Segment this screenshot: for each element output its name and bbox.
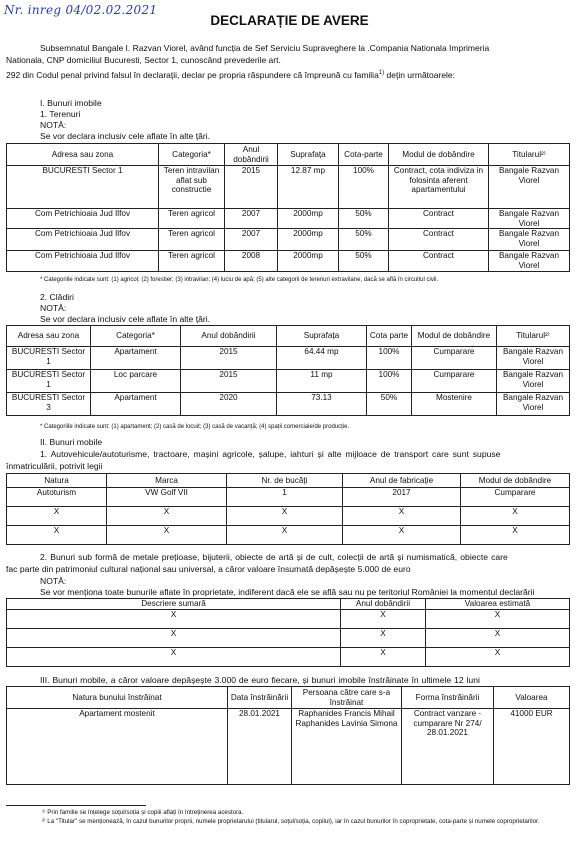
table-cell: X	[107, 507, 227, 526]
table-cell: BUCURESTI Sector 1	[7, 370, 91, 393]
subsection-heading: 2. Clădiri	[40, 292, 74, 302]
table-cell: BUCURESTI Sector 1	[7, 166, 159, 209]
nota-label: NOTĂ:	[40, 303, 67, 313]
vehicles-table	[6, 473, 570, 545]
column-header: Cota-parte	[339, 144, 389, 166]
section-heading: III. Bunuri mobile, a căror valoare depășește 3.000 de euro fiecare, și bunuri imobile înstrăinate în ultimele 12 luni	[40, 675, 480, 685]
table-cell: 2015	[181, 347, 277, 370]
table-cell: X	[7, 526, 107, 545]
table-cell: 12.87 mp	[278, 166, 339, 209]
table-cell: Teren agricol	[159, 251, 225, 272]
column-header: Modul de dobândire	[412, 326, 497, 347]
column-header: Anul dobândirii	[225, 144, 278, 166]
table-cell: 100%	[339, 166, 389, 209]
category-footnote: * Categoriile indicate sunt: (1) apartament; (2) casă de locuit; (3) casă de vacanță; (4) spații comerciale/de producție.	[40, 424, 350, 430]
intro-line: 292 din Codul penal privind falsul în declarații, declar pe propria răspundere că împreună cu familia$^{1)}$ deţin următoarele:	[6, 69, 456, 80]
valuables-table	[6, 598, 570, 667]
table-cell: Com Petrichioaia Jud Ilfov	[7, 229, 159, 251]
table-cell: Contract	[389, 229, 489, 251]
table-cell: 50%	[339, 209, 389, 229]
table-cell: Contract	[389, 251, 489, 272]
section-heading: I. Bunuri imobile	[40, 98, 102, 108]
instrainari-table	[6, 686, 570, 785]
table-cell: 50%	[367, 393, 412, 416]
table-cell: 73.13	[277, 393, 367, 416]
table-cell: Contract, cota indiviza in folosinta aferent apartamentului	[389, 166, 489, 209]
subsection-heading: 1. Terenuri	[40, 109, 81, 119]
column-header: Suprafața	[277, 326, 367, 347]
column-header: Descriere sumară	[7, 599, 341, 610]
table-cell: 50%	[339, 251, 389, 272]
table-cell: X	[7, 647, 341, 666]
column-header: Titularul²⁾	[497, 326, 570, 347]
table-cell: X	[461, 526, 570, 545]
table-cell: Raphanides Francis Mihail Raphanides Lavinia Simona	[292, 709, 402, 785]
table-cell: Contract vanzare -cumparare Nr 274/ 28.01.2021	[402, 709, 494, 785]
table-cell: X	[343, 507, 461, 526]
table-cell: Autoturism	[7, 488, 107, 507]
table-cell: 2015	[225, 166, 278, 209]
table-cell: Com Petrichioaia Jud Ilfov	[7, 209, 159, 229]
table-cell: Bangale Razvan Viorel	[489, 166, 570, 209]
table-cell: Bangale Razvan Viorel	[489, 209, 570, 229]
table-cell: X	[343, 526, 461, 545]
table-cell: X	[227, 507, 343, 526]
table-cell: 2020	[181, 393, 277, 416]
column-header: Categoria*	[91, 326, 181, 347]
table-row	[7, 507, 570, 526]
table-cell: 1	[227, 488, 343, 507]
table-cell: X	[426, 628, 570, 647]
table-cell: VW Golf VII	[107, 488, 227, 507]
column-header: Titularul²⁾	[489, 144, 570, 166]
table-cell: X	[7, 628, 341, 647]
category-footnote: * Categoriile indicate sunt: (1) agricol; (2) forestier; (3) intravilan; (4) luciu de apă; (5) alte categorii de terenuri extravilane, dacă se află în circuitul civil.	[40, 277, 439, 283]
table-cell: 2007	[225, 209, 278, 229]
table-cell: 2000mp	[278, 229, 339, 251]
table-cell: Bangale Razvan Viorel	[497, 347, 570, 370]
table-cell: Teren agricol	[159, 209, 225, 229]
column-header: Persoana către care s-a înstrăinat	[292, 687, 402, 709]
table-row	[7, 647, 570, 666]
column-header: Cota parte	[367, 326, 412, 347]
nota-text: Se vor declara inclusiv cele aflate în alte țări.	[40, 131, 211, 141]
declaration-intro	[6, 42, 569, 81]
column-header: Natura	[7, 474, 107, 488]
column-header: Anul dobândirii	[341, 599, 426, 610]
table-cell: Cumparare	[461, 488, 570, 507]
table-cell: Mostenire	[412, 393, 497, 416]
table-row	[7, 229, 570, 251]
table-cell: Bangale Razvan Viorel	[489, 251, 570, 272]
subsection-heading: 1. Autovehicule/autoturisme, tractoare, mașini agricole, șalupe, iahturi și alte mijloace de transport care sunt supuse	[40, 449, 501, 459]
subsection-heading-cont: fac parte din patrimoniul cultural național sau universal, a căror valoare însumată depășește 5.000 de euro	[6, 564, 411, 574]
table-cell: 2000mp	[278, 209, 339, 229]
column-header: Anul de fabricație	[343, 474, 461, 488]
table-cell: Apartament mostenit	[7, 709, 228, 785]
table-cell: X	[107, 526, 227, 545]
table-row	[7, 609, 570, 628]
column-header: Modul de dobândire	[461, 474, 570, 488]
column-header: Valoarea estimată	[426, 599, 570, 610]
table-cell: 100%	[367, 370, 412, 393]
table-cell: X	[341, 609, 426, 628]
table-row	[7, 166, 570, 209]
table-row	[7, 347, 570, 370]
table-cell: BUCURESTI Sector 3	[7, 393, 91, 416]
column-header: Modul de dobândire	[389, 144, 489, 166]
table-row	[7, 526, 570, 545]
table-cell: X	[341, 647, 426, 666]
table-cell: X	[426, 609, 570, 628]
subsection-heading-cont: înmatriculării, potrivit legii	[6, 461, 103, 471]
registration-handwritten-note: Nr. inreg 04/02.02.2021	[4, 3, 158, 17]
table-cell: Com Petrichioaia Jud Ilfov	[7, 251, 159, 272]
table-cell: 100%	[367, 347, 412, 370]
table-cell: 11 mp	[277, 370, 367, 393]
table-row	[7, 393, 570, 416]
intro-line: Nationala, CNP domiciliul Bucuresti, Sector 1, cunoscând prevederile art.	[6, 55, 281, 66]
cladiri-table	[6, 325, 570, 416]
table-cell: Bangale Razvan Viorel	[497, 393, 570, 416]
table-cell: X	[341, 628, 426, 647]
table-cell: X	[7, 609, 341, 628]
table-cell: Cumparare	[412, 370, 497, 393]
table-cell: X	[461, 507, 570, 526]
column-header: Categoria*	[159, 144, 225, 166]
footnote-1: ¹⁾ Prin familie se înțelege soțul/soția și copiii aflați în întreținerea acestora.	[42, 809, 244, 816]
column-header: Anul dobândirii	[181, 326, 277, 347]
column-header: Forma înstrăinării	[402, 687, 494, 709]
table-row	[7, 370, 570, 393]
table-row	[7, 628, 570, 647]
table-cell: Bangale Razvan Viorel	[497, 370, 570, 393]
table-cell: 28.01.2021	[228, 709, 292, 785]
table-row	[7, 209, 570, 229]
table-cell: Teren intravilan aflat sub constructie	[159, 166, 225, 209]
table-cell: 2017	[343, 488, 461, 507]
table-cell: Apartament	[91, 393, 181, 416]
table-cell: 2000mp	[278, 251, 339, 272]
column-header: Natura bunului înstrăinat	[7, 687, 228, 709]
table-row	[7, 251, 570, 272]
table-cell: X	[426, 647, 570, 666]
table-cell: BUCURESTI Sector 1	[7, 347, 91, 370]
table-cell: 41000 EUR	[494, 709, 570, 785]
nota-label: NOTĂ:	[40, 576, 67, 586]
table-cell: Loc parcare	[91, 370, 181, 393]
nota-text: Se vor menționa toate bunurile aflate în proprietate, indiferent dacă ele se află sau nu pe teritoriul României la momentul declarării	[40, 587, 535, 597]
table-cell: 64.44 mp	[277, 347, 367, 370]
column-header: Nr. de bucăți	[227, 474, 343, 488]
table-cell: Cumparare	[412, 347, 497, 370]
nota-label: NOTĂ:	[40, 120, 67, 130]
terenuri-table	[6, 143, 570, 272]
table-cell: 2007	[225, 229, 278, 251]
column-header: Valoarea	[494, 687, 570, 709]
table-cell: X	[7, 507, 107, 526]
table-cell: 2015	[181, 370, 277, 393]
section-heading: II. Bunuri mobile	[40, 437, 103, 447]
footnote-ref: 1)	[378, 69, 385, 76]
table-cell: Apartament	[91, 347, 181, 370]
table-cell: Teren agricol	[159, 229, 225, 251]
table-cell: Bangale Razvan Viorel	[489, 229, 570, 251]
column-header: Adresa sau zona	[7, 326, 91, 347]
column-header: Adresa sau zona	[7, 144, 159, 166]
table-cell: 2008	[225, 251, 278, 272]
nota-text: Se vor declara inclusiv cele aflate în alte țări.	[40, 314, 211, 324]
column-header: Marca	[107, 474, 227, 488]
table-cell: X	[227, 526, 343, 545]
table-row	[7, 709, 570, 785]
table-cell: Contract	[389, 209, 489, 229]
table-row	[7, 488, 570, 507]
column-header: Data înstrăinării	[228, 687, 292, 709]
subsection-heading: 2. Bunuri sub formă de metale prețioase, bijuterii, obiecte de artă și de cult, colecții de artă și numismatică, obiecte care	[40, 552, 508, 562]
column-header: Suprafața	[278, 144, 339, 166]
page-title: DECLARAȚIE DE AVERE	[210, 13, 369, 28]
footnote-2: ²⁾ La "Titular" se menționează, în cazul bunurilor proprii, numele proprietarului (titularul, soțul/soția, copilul), iar în cazul bunurilor în coproprietate, cota-parte și numele coproprietarilor.	[42, 818, 540, 825]
intro-line: Subsemnatul Bangale I. Razvan Viorel, având funcția de Sef Serviciu Supraveghere la .Compania Nationala Imprimeria	[40, 43, 490, 53]
table-cell: 50%	[339, 229, 389, 251]
footnote-divider	[6, 805, 146, 806]
